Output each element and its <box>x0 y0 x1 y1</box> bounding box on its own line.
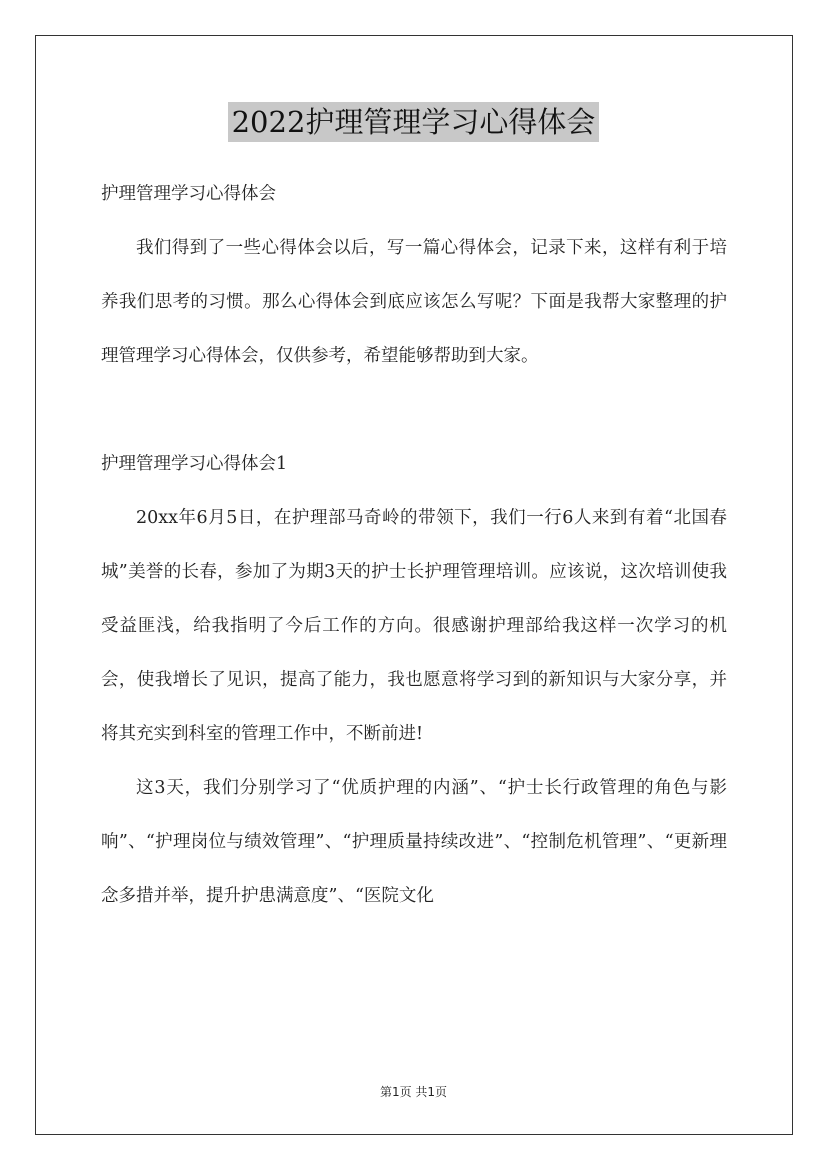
body-paragraph-2: 这3天，我们分别学习了“优质护理的内涵”、“护士长行政管理的角色与影响”、“护理岗位与绩效管理”、“护理质量持续改进”、“控制危机管理”、“更新理念多措并举，提升护患满意度”、“医院文化 <box>101 778 727 906</box>
body-paragraph-1: 20xx年6月5日，在护理部马奇岭的带领下，我们一行6人来到有着“北国春城”美誉的长春，参加了为期3天的护士长护理管理培训。应该说，这次培训使我受益匪浅，给我指明了今后工作的方向。很感谢护理部给我这样一次学习的机会，使我增长了见识，提高了能力，我也愿意将学习到的新知识与大家分享，并将其充实到科室的管理工作中，不断前进! <box>101 508 727 744</box>
paragraph-spacer <box>101 383 727 437</box>
document-title: 2022护理管理学习心得体会 <box>228 102 600 142</box>
intro-paragraph: 我们得到了一些心得体会以后，写一篇心得体会，记录下来，这样有利于培养我们思考的习惯。那么心得体会到底应该怎么写呢？下面是我帮大家整理的护理管理学习心得体会，仅供参考，希望能够帮助到大家。 <box>101 238 727 366</box>
document-body <box>101 167 727 923</box>
page-number: 第1页 共1页 <box>379 1085 448 1099</box>
title-container <box>0 102 827 142</box>
section-heading: 护理管理学习心得体会1 <box>101 454 288 474</box>
document-subtitle: 护理管理学习心得体会 <box>101 184 276 204</box>
